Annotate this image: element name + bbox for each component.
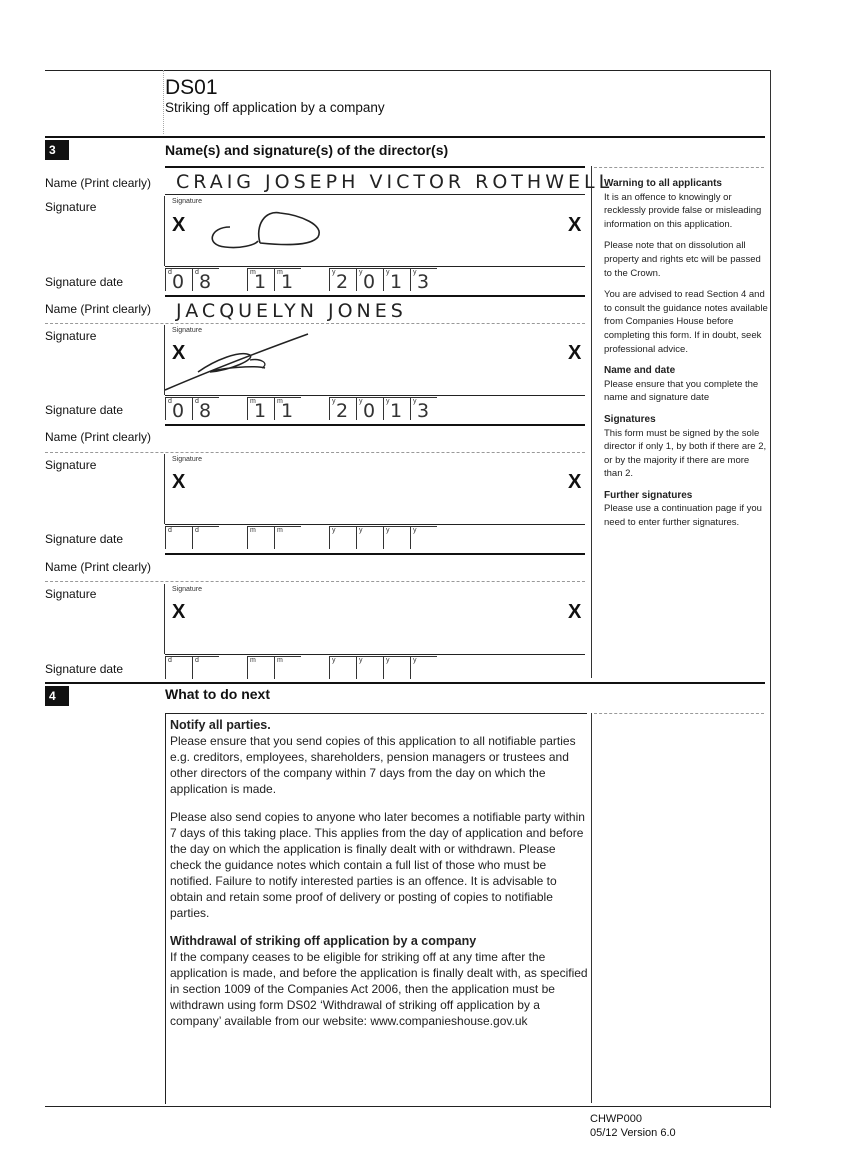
director4-name-label: Name (Print clearly) <box>45 560 152 574</box>
right-border <box>770 70 771 1108</box>
director3-x-right: X <box>568 471 582 493</box>
date-box-y1[interactable] <box>329 526 356 549</box>
date-lbl: y <box>332 657 336 664</box>
notify-paragraph-1: Please ensure that you send copies of this application to all notifiable parties e.g. creditors, employees, shareholders, pension managers or trustees and other directors of the company within 7 days from the day on which the application is made. <box>170 734 576 796</box>
section3-rule <box>45 136 765 138</box>
date-lbl-y3: y <box>386 269 390 276</box>
director4-date-label: Signature date <box>45 662 124 676</box>
left-column-divider <box>163 70 164 134</box>
date-box-m1[interactable] <box>247 526 274 549</box>
date-digit: 0 <box>172 400 185 422</box>
sidebar-guidance <box>604 177 769 530</box>
signatures-title: Signatures <box>604 413 656 425</box>
footer-code: CHWP000 <box>590 1113 642 1125</box>
section3-title: Name(s) and signature(s) of the director(s) <box>165 142 449 158</box>
date-box-y4[interactable] <box>410 268 437 291</box>
bottom-border <box>45 1106 771 1107</box>
date-lbl: d <box>195 657 199 664</box>
date-lbl: y <box>359 657 363 664</box>
name-date-text: Please ensure that you complete the name and signature date <box>604 378 759 404</box>
further-text: Please use a continuation page if you need to enter further signatures. <box>604 503 762 529</box>
date-box-y3[interactable] <box>383 526 410 549</box>
date-lbl: y <box>359 398 363 405</box>
director3-signature-box-label: Signature <box>172 456 202 463</box>
date-lbl: d <box>168 527 172 534</box>
warning-title: Warning to all applicants <box>604 178 722 189</box>
director1-sig-bottom <box>165 266 585 267</box>
date-lbl: d <box>168 398 172 405</box>
date-lbl: y <box>332 527 336 534</box>
director3-name-label: Name (Print clearly) <box>45 430 152 444</box>
date-box-y2[interactable] <box>356 268 383 291</box>
date-box-m2[interactable] <box>274 397 301 420</box>
form-code: DS01 <box>165 76 218 99</box>
date-box-d1[interactable] <box>165 526 192 549</box>
date-lbl: y <box>386 657 390 664</box>
date-lbl-y1: y <box>332 269 336 276</box>
date-box-y4[interactable] <box>410 526 437 549</box>
notify-title: Notify all parties. <box>170 718 271 732</box>
director2-date-label: Signature date <box>45 403 124 417</box>
director4-signature-label: Signature <box>45 587 97 601</box>
date-box-y1[interactable] <box>329 397 356 420</box>
date-lbl: y <box>359 527 363 534</box>
date-lbl: y <box>332 398 336 405</box>
director1-sig-left <box>164 196 165 266</box>
section4-sidebar-dots <box>594 713 764 714</box>
date-box-y4[interactable] <box>410 397 437 420</box>
date-lbl: y <box>413 398 417 405</box>
date-box-y2[interactable] <box>356 526 383 549</box>
date-box-d2[interactable] <box>192 268 219 291</box>
date-lbl-d2: d <box>195 269 199 276</box>
date-box-m2[interactable] <box>274 656 301 679</box>
date-box-y3[interactable] <box>383 268 410 291</box>
director3-date-label: Signature date <box>45 532 124 546</box>
director4-sig-bottom <box>165 654 585 655</box>
director1-name-underline <box>165 194 585 195</box>
director4-signature-box-label: Signature <box>172 586 202 593</box>
date-box-m2[interactable] <box>274 268 301 291</box>
date-lbl: m <box>250 527 256 534</box>
date-lbl-d1: d <box>168 269 172 276</box>
director4-sig-left <box>164 584 165 654</box>
advice-text: You are advised to read Section 4 and to consult the guidance notes available from Companies House before completing this form. If in doubt, seek professional advice. <box>604 289 768 355</box>
date-lbl: d <box>195 527 199 534</box>
date-lbl: y <box>386 527 390 534</box>
section4-number: 4 <box>45 686 69 706</box>
withdraw-title: Withdrawal of striking off application by a company <box>170 934 477 948</box>
director2-signature-field[interactable] <box>160 330 320 395</box>
director3-sig-bottom <box>165 524 585 525</box>
director1-name-label: Name (Print clearly) <box>45 176 152 190</box>
date-digit: 1 <box>390 271 403 293</box>
sidebar-divider <box>591 166 592 678</box>
date-digit: 1 <box>254 271 267 293</box>
director4-signature-field[interactable] <box>166 586 584 652</box>
date-lbl-y4: y <box>413 269 417 276</box>
date-box-d1[interactable] <box>165 656 192 679</box>
signatures-text: This form must be signed by the sole director if only 1, by both if there are 2, or by the majority if there are more than 2. <box>604 427 767 480</box>
director3-date-row <box>165 526 585 552</box>
date-box-y1[interactable] <box>329 656 356 679</box>
director2-date-row <box>165 397 585 423</box>
director4-x-right: X <box>568 601 582 623</box>
director2-sig-bottom <box>165 395 585 396</box>
director2-signature-box-label: Signature <box>172 327 202 334</box>
section3-sub-rule <box>165 166 585 168</box>
date-digit: 0 <box>363 271 376 293</box>
director2-signature-label: Signature <box>45 329 97 343</box>
date-lbl: m <box>277 527 283 534</box>
date-lbl: y <box>386 398 390 405</box>
date-lbl: m <box>250 657 256 664</box>
director3-name-underline <box>45 452 585 453</box>
date-digit: 2 <box>336 271 349 293</box>
section4-body <box>170 717 588 1041</box>
date-digit: 1 <box>390 400 403 422</box>
name-date-title: Name and date <box>604 365 676 377</box>
director1-date-label: Signature date <box>45 275 124 289</box>
director1-signature-label: Signature <box>45 200 97 214</box>
director3-signature-field[interactable] <box>166 456 584 522</box>
date-box-y3[interactable] <box>383 656 410 679</box>
director2-name-label: Name (Print clearly) <box>45 302 152 316</box>
date-lbl-y2: y <box>359 269 363 276</box>
date-lbl: y <box>413 527 417 534</box>
date-box-d2[interactable] <box>192 526 219 549</box>
date-box-y2[interactable] <box>356 656 383 679</box>
date-digit: 1 <box>281 400 294 422</box>
director1-x-left: X <box>172 214 186 236</box>
withdraw-paragraph: If the company ceases to be eligible for striking off at any time after the application is made, and before the application is finally dealt with, as specified in section 1009 of the Companies Act 2006, then the application must be withdrawn using form DS02 ‘Withdrawal of striking off application by a company’ available from our website: www.companieshouse.gov.uk <box>170 950 588 1028</box>
director1-date-row <box>165 268 585 294</box>
director2-x-left: X <box>172 342 186 364</box>
section3-number: 3 <box>45 140 69 160</box>
date-digit: 3 <box>417 400 430 422</box>
date-lbl: m <box>250 398 256 405</box>
date-digit: 1 <box>254 400 267 422</box>
date-digit: 2 <box>336 400 349 422</box>
date-digit: 1 <box>281 271 294 293</box>
date-digit: 3 <box>417 271 430 293</box>
date-lbl: d <box>195 398 199 405</box>
director3-sig-left <box>164 454 165 524</box>
section4-right-divider <box>591 713 592 1103</box>
date-digit: 8 <box>199 271 212 293</box>
section4-title: What to do next <box>165 686 270 702</box>
director2-name-underline <box>45 323 585 324</box>
director1-x-right: X <box>568 214 582 236</box>
director3-end-rule <box>165 553 585 555</box>
section4-rule <box>45 682 765 684</box>
date-digit: 0 <box>172 271 185 293</box>
director1-end-rule <box>165 295 585 297</box>
sidebar-top-dots <box>594 167 764 168</box>
director1-signature-box-label: Signature <box>172 198 202 205</box>
notify-paragraph-2: Please also send copies to anyone who later becomes a notifiable party within 7 days of this taking place. This applies from the day of application and before the day on which the application is finally dealt with or withdrawn. Please check the guidance notes which contain a full list of those who must be notified. Failure to notify interested parties is an offence. It is advisable to obtain and retain some proof of delivery or posting of copies to notifiable parties. <box>170 810 585 920</box>
footer-version: 05/12 Version 6.0 <box>590 1127 676 1139</box>
director4-x-left: X <box>172 601 186 623</box>
date-lbl-m1: m <box>250 269 256 276</box>
date-lbl-m2: m <box>277 269 283 276</box>
director2-name-field[interactable]: JACQUELYN JONES <box>176 300 407 322</box>
dissolution-text: Please note that on dissolution all property and rights etc will be passed to the Crown. <box>604 240 761 279</box>
director1-name-field[interactable]: CRAIG JOSEPH VICTOR ROTHWELL <box>176 171 614 193</box>
top-border <box>45 70 771 71</box>
director2-x-right: X <box>568 342 582 364</box>
date-box-m1[interactable] <box>247 268 274 291</box>
director4-name-underline <box>45 581 585 582</box>
date-digit: 0 <box>363 400 376 422</box>
date-box-m1[interactable] <box>247 656 274 679</box>
date-box-y1[interactable] <box>329 268 356 291</box>
director3-signature-label: Signature <box>45 458 97 472</box>
director1-signature-field[interactable] <box>200 205 330 255</box>
director4-date-row <box>165 656 585 680</box>
form-title: Striking off application by a company <box>165 100 385 115</box>
further-title: Further signatures <box>604 489 693 501</box>
date-lbl: m <box>277 398 283 405</box>
date-digit: 8 <box>199 400 212 422</box>
date-box-y2[interactable] <box>356 397 383 420</box>
director3-x-left: X <box>172 471 186 493</box>
date-box-m1[interactable] <box>247 397 274 420</box>
director2-end-rule <box>165 424 585 426</box>
date-box-d1[interactable] <box>165 268 192 291</box>
date-box-d2[interactable] <box>192 656 219 679</box>
date-lbl: y <box>413 657 417 664</box>
date-box-d1[interactable] <box>165 397 192 420</box>
date-box-y3[interactable] <box>383 397 410 420</box>
date-lbl: m <box>277 657 283 664</box>
date-lbl: d <box>168 657 172 664</box>
date-box-y4[interactable] <box>410 656 437 679</box>
date-box-d2[interactable] <box>192 397 219 420</box>
warning-text: It is an offence to knowingly or recklessly provide false or misleading information on this application. <box>604 191 762 230</box>
date-box-m2[interactable] <box>274 526 301 549</box>
